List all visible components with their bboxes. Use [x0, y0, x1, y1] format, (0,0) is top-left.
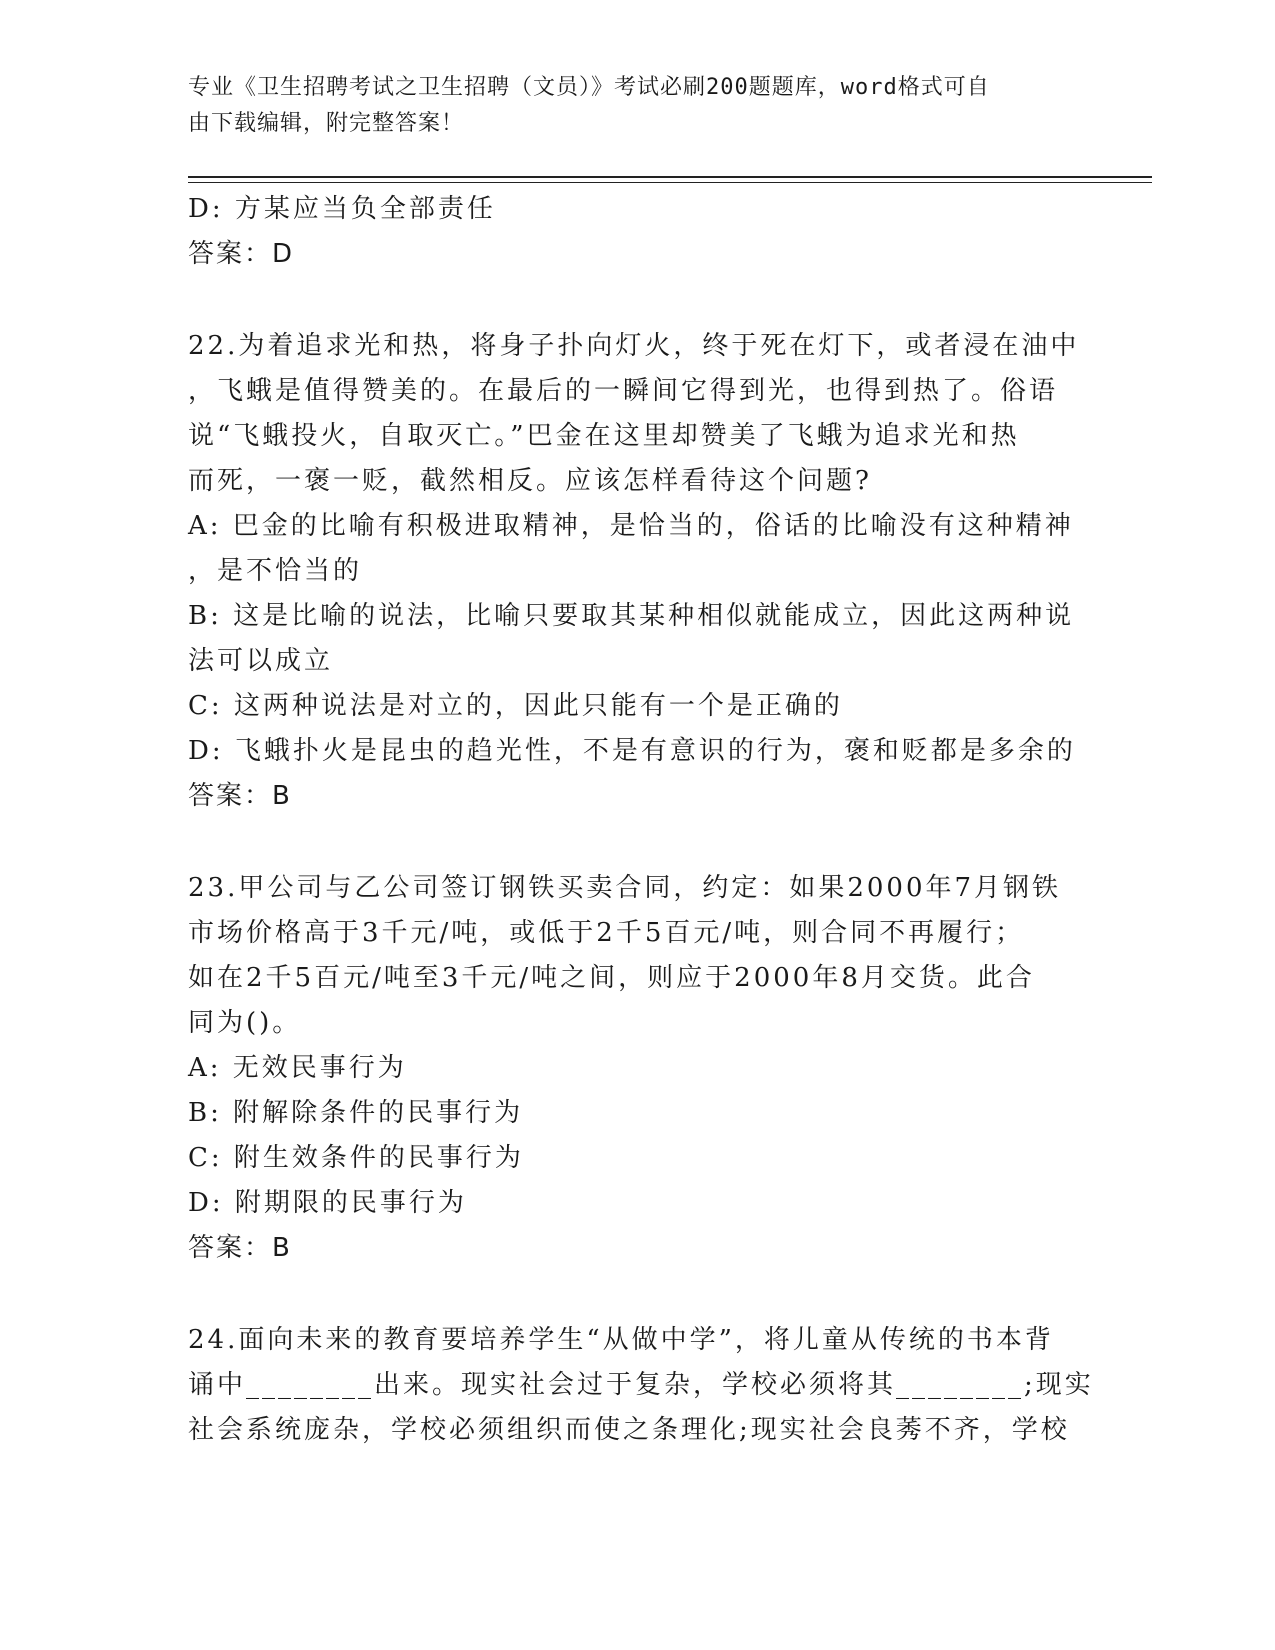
question-24	[188, 1318, 1094, 1453]
question-23-line-4: 同为()。	[188, 1008, 302, 1038]
question-22	[188, 324, 1078, 819]
question-22-answer: 答案：B	[188, 781, 292, 811]
document-body	[188, 187, 1094, 1453]
page-header	[188, 70, 1068, 142]
header-divider-thick	[188, 176, 1152, 178]
question-23-line-2: 市场价格高于3千元/吨，或低于2千5百元/吨，则合同不再履行；	[188, 918, 1025, 948]
spacer	[188, 1271, 1078, 1318]
prev-option-d: D: 方某应当负全部责任	[188, 194, 496, 224]
question-22-option-b-line-2: 法可以成立	[188, 646, 334, 676]
question-22-line-1: 22.为着追求光和热，将身子扑向灯火，终于死在灯下，或者浸在油中	[188, 331, 1080, 361]
question-23	[188, 866, 1078, 1271]
question-22-line-4: 而死，一褒一贬，截然相反。应该怎样看待这个问题?	[188, 466, 872, 496]
question-23-line-1: 23.甲公司与乙公司签订钢铁买卖合同，约定：如果2000年7月钢铁	[188, 873, 1062, 903]
question-22-option-c: C: 这两种说法是对立的，因此只能有一个是正确的	[188, 691, 843, 721]
question-22-option-b-line-1: B: 这是比喻的说法，比喻只要取其某种相似就能成立，因此这两种说	[188, 601, 1075, 631]
question-24-line-3: 社会系统庞杂，学校必须组织而使之条理化;现实社会良莠不齐，学校	[188, 1415, 1070, 1445]
question-23-option-c: C: 附生效条件的民事行为	[188, 1143, 524, 1173]
question-22-option-d: D: 飞蛾扑火是昆虫的趋光性，不是有意识的行为，褒和贬都是多余的	[188, 736, 1076, 766]
prev-answer: 答案：D	[188, 239, 295, 269]
question-24-line-1: 24.面向未来的教育要培养学生“从做中学”，将儿童从传统的书本背	[188, 1325, 1054, 1355]
header-line-2: 由下载编辑，附完整答案！	[188, 111, 465, 136]
question-23-option-b: B: 附解除条件的民事行为	[188, 1098, 524, 1128]
header-divider-thin	[188, 182, 1152, 183]
question-22-line-3: 说“飞蛾投火，自取灭亡。”巴金在这里却赞美了飞蛾为追求光和热	[188, 421, 1020, 451]
question-23-option-d: D: 附期限的民事行为	[188, 1188, 467, 1218]
spacer	[188, 277, 1078, 324]
question-22-option-a-line-2: ，是不恰当的	[188, 556, 363, 586]
spacer	[188, 819, 1078, 866]
question-22-line-2: ，飞蛾是值得赞美的。在最后的一瞬间它得到光，也得到热了。俗语	[188, 376, 1059, 406]
header-line-1: 专业《卫生招聘考试之卫生招聘（文员）》考试必刷200题题库，word格式可自	[188, 75, 990, 100]
question-23-option-a: A: 无效民事行为	[188, 1053, 407, 1083]
question-22-option-a-line-1: A: 巴金的比喻有积极进取精神，是恰当的，俗话的比喻没有这种精神	[188, 511, 1074, 541]
question-24-line-2: 诵中________出来。现实社会过于复杂，学校必须将其________;现实	[188, 1370, 1094, 1400]
question-23-line-3: 如在2千5百元/吨至3千元/吨之间，则应于2000年8月交货。此合	[188, 963, 1035, 993]
question-23-answer: 答案：B	[188, 1233, 292, 1263]
